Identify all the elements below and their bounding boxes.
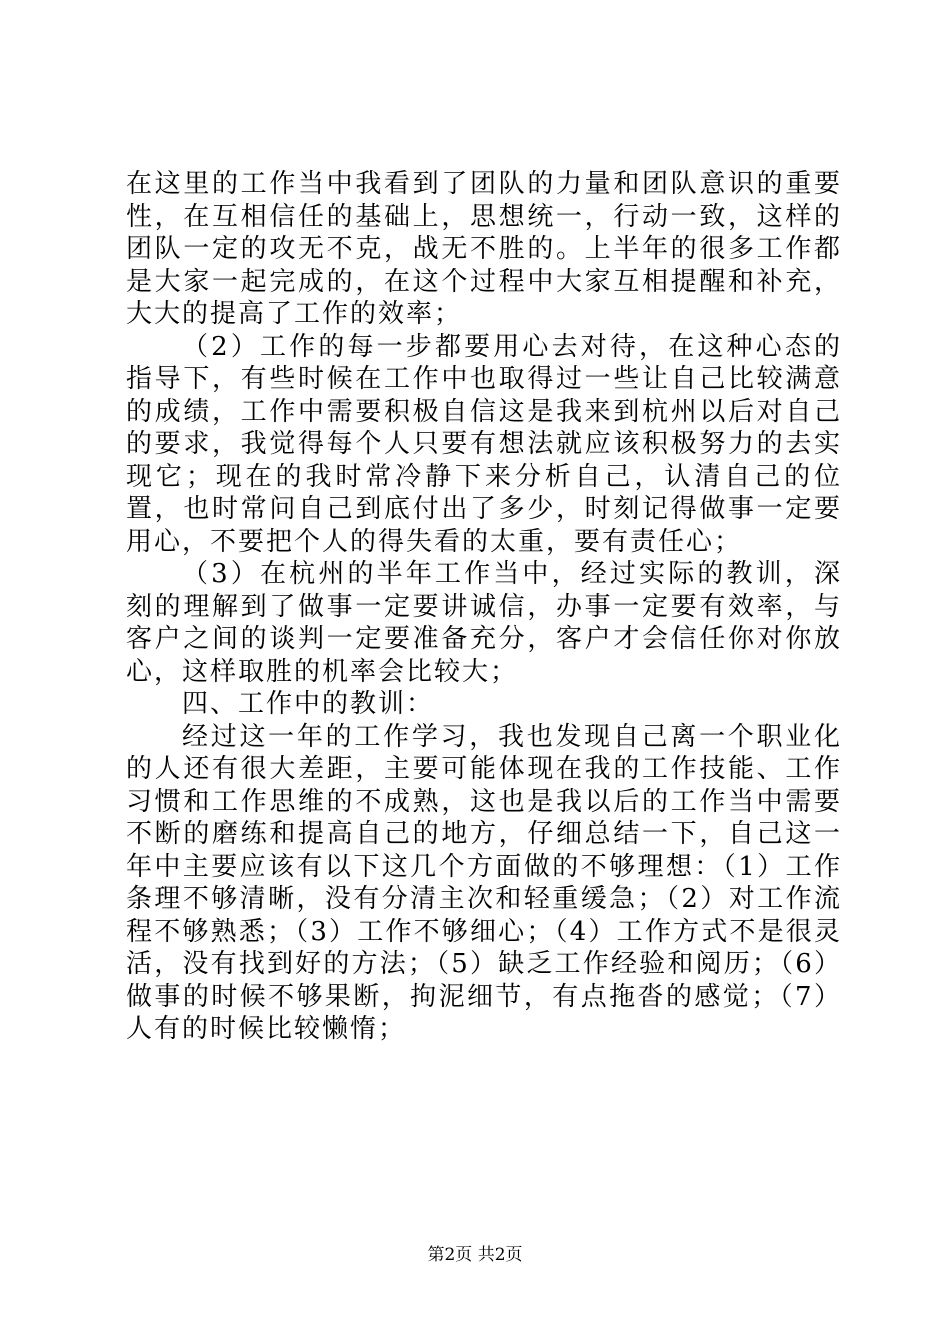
paragraph-point-3: （3）在杭州的半年工作当中，经过实际的教训，深刻的理解到了做事一定要讲诚信，办事一定要有效率，与客户之间的谈判一定要准备充分，客户才会信任你对你放心，这样取胜的机率会比较大；	[126, 559, 842, 687]
page-number-footer: 第2页 共2页	[427, 1245, 523, 1265]
paragraph-teamwork: 在这里的工作当中我看到了团队的力量和团队意识的重要性，在互相信任的基础上，思想统一，行动一致，这样的团队一定的攻无不克，战无不胜的。上半年的很多工作都是大家一起完成的，在这个过程中大家互相提醒和补充，大大的提高了工作的效率；	[126, 169, 842, 329]
section-heading-lessons: 四、工作中的教训：	[182, 689, 435, 719]
paragraph-point-2: （2）工作的每一步都要用心去对待，在这种心态的指导下，有些时候在工作中也取得过一些让自己比较满意的成绩，工作中需要积极自信这是我来到杭州以后对自己的要求，我觉得每个人只要有想法就应该积极努力的去实现它；现在的我时常冷静下来分析自己，认清自己的位置，也时常问自己到底付出了多少，时刻记得做事一定要用心，不要把个人的得失看的太重，要有责任心；	[126, 331, 842, 557]
document-body	[126, 168, 842, 1046]
paragraph-lessons: 经过这一年的工作学习，我也发现自己离一个职业化的人还有很大差距，主要可能体现在我的工作技能、工作习惯和工作思维的不成熟，这也是我以后的工作当中需要不断的磨练和提高自己的地方，仔细总结一下，自己这一年中主要应该有以下这几个方面做的不够理想：（1）工作条理不够清晰，没有分清主次和轻重缓急；（2）对工作流程不够熟悉；（3）工作不够细心；（4）工作方式不是很灵活，没有找到好的方法；（5）缺乏工作经验和阅历；（6）做事的时候不够果断，拘泥细节，有点拖沓的感觉；（7）人有的时候比较懒惰；	[126, 721, 842, 1044]
